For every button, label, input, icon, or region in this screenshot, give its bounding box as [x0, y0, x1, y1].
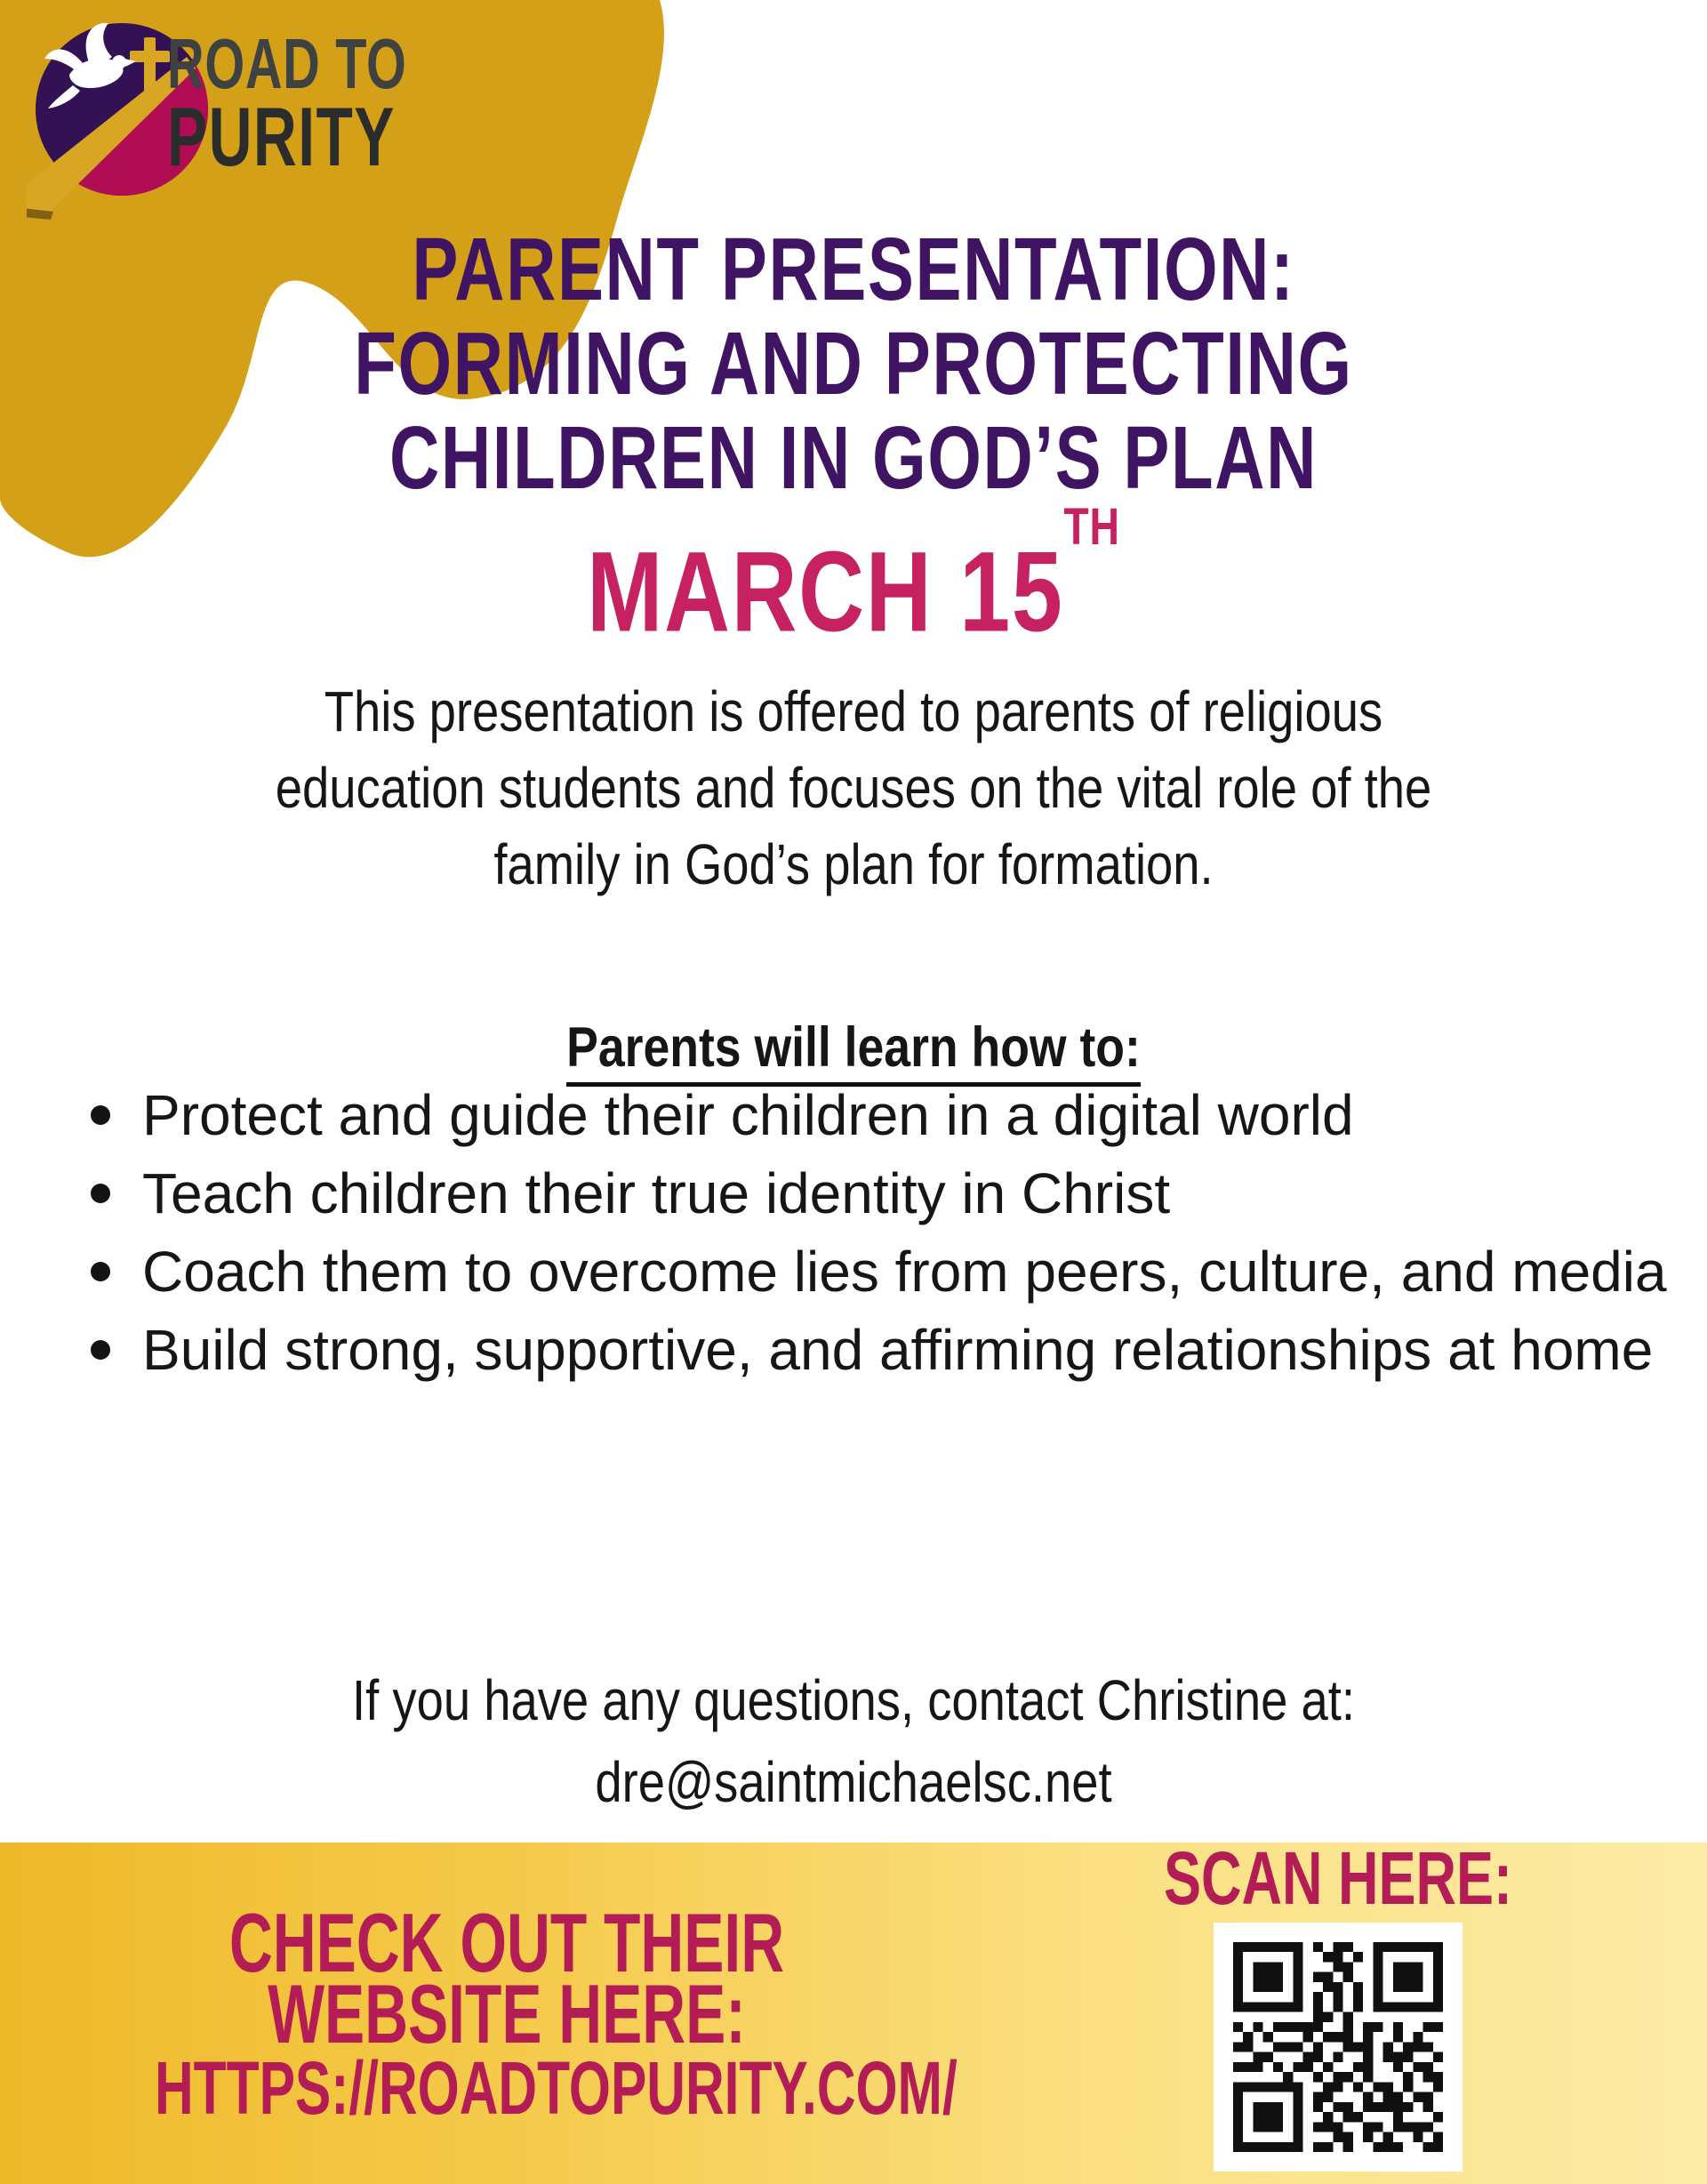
- scan-here-label: SCAN HERE:: [1163, 1836, 1513, 1920]
- website-cta-line-2: WEBSITE HERE:: [268, 1967, 746, 2060]
- qr-frame: [1214, 1923, 1463, 2172]
- website-url: HTTPS://ROADTOPURITY.COM/: [154, 2046, 958, 2130]
- intro-line-3: family in God’s plan for formation.: [493, 832, 1214, 896]
- contact-block: [0, 1659, 1707, 1823]
- bullet-text: Coach them to overcome lies from peers, culture, and: [142, 1240, 1496, 1304]
- title-line-3: CHILDREN IN GOD’S PLAN: [389, 408, 1318, 508]
- list-item: [0, 1233, 1707, 1311]
- event-date-ordinal: TH: [1063, 498, 1120, 556]
- title-line-2: FORMING AND PROTECTING: [354, 314, 1353, 414]
- bullet-dot-icon: [91, 1184, 110, 1203]
- bullet-list: [0, 1076, 1707, 1389]
- brand-wordmark: [167, 24, 500, 183]
- website-cta-line-1: CHECK OUT THEIR: [228, 1896, 785, 1989]
- contact-email: dre@saintmichaelsc.net: [595, 1750, 1112, 1814]
- brand-line-purity: PURITY: [167, 90, 396, 183]
- intro-line-2: education students and focuses on the vital role of the: [275, 756, 1432, 820]
- list-item: [0, 1154, 1707, 1233]
- intro-paragraph: [0, 673, 1707, 903]
- bullet-text: Build strong, supportive, and affirming relationships at: [142, 1318, 1495, 1382]
- intro-line-1: This presentation is offered to parents of religious: [324, 679, 1383, 743]
- bullet-text: Teach children their true identity in Christ: [142, 1161, 1171, 1225]
- page-title: [0, 220, 1707, 508]
- event-date: [0, 498, 1707, 656]
- title-line-1: PARENT PRESENTATION:: [412, 220, 1295, 319]
- bullet-text-wrap: home: [1511, 1318, 1654, 1382]
- list-item: [0, 1076, 1707, 1154]
- bullet-text-wrap: media: [1511, 1240, 1667, 1304]
- contact-line: If you have any questions, contact Christine at:: [352, 1668, 1355, 1732]
- bullet-text: Protect and guide their children in a digital world: [142, 1083, 1354, 1147]
- scan-block: [1031, 1836, 1645, 2172]
- qr-code: [1233, 1942, 1443, 2152]
- learn-heading: [0, 1010, 1707, 1085]
- list-item: [0, 1311, 1707, 1389]
- bullet-dot-icon: [91, 1262, 110, 1281]
- learn-heading-text: Parents will learn how to:: [566, 1016, 1141, 1087]
- website-cta: [18, 1843, 996, 2130]
- event-date-text: MARCH 15: [587, 528, 1064, 656]
- brand-line-road-to: ROAD TO: [167, 24, 407, 103]
- bullet-dot-icon: [91, 1105, 110, 1125]
- bullet-dot-icon: [91, 1340, 110, 1360]
